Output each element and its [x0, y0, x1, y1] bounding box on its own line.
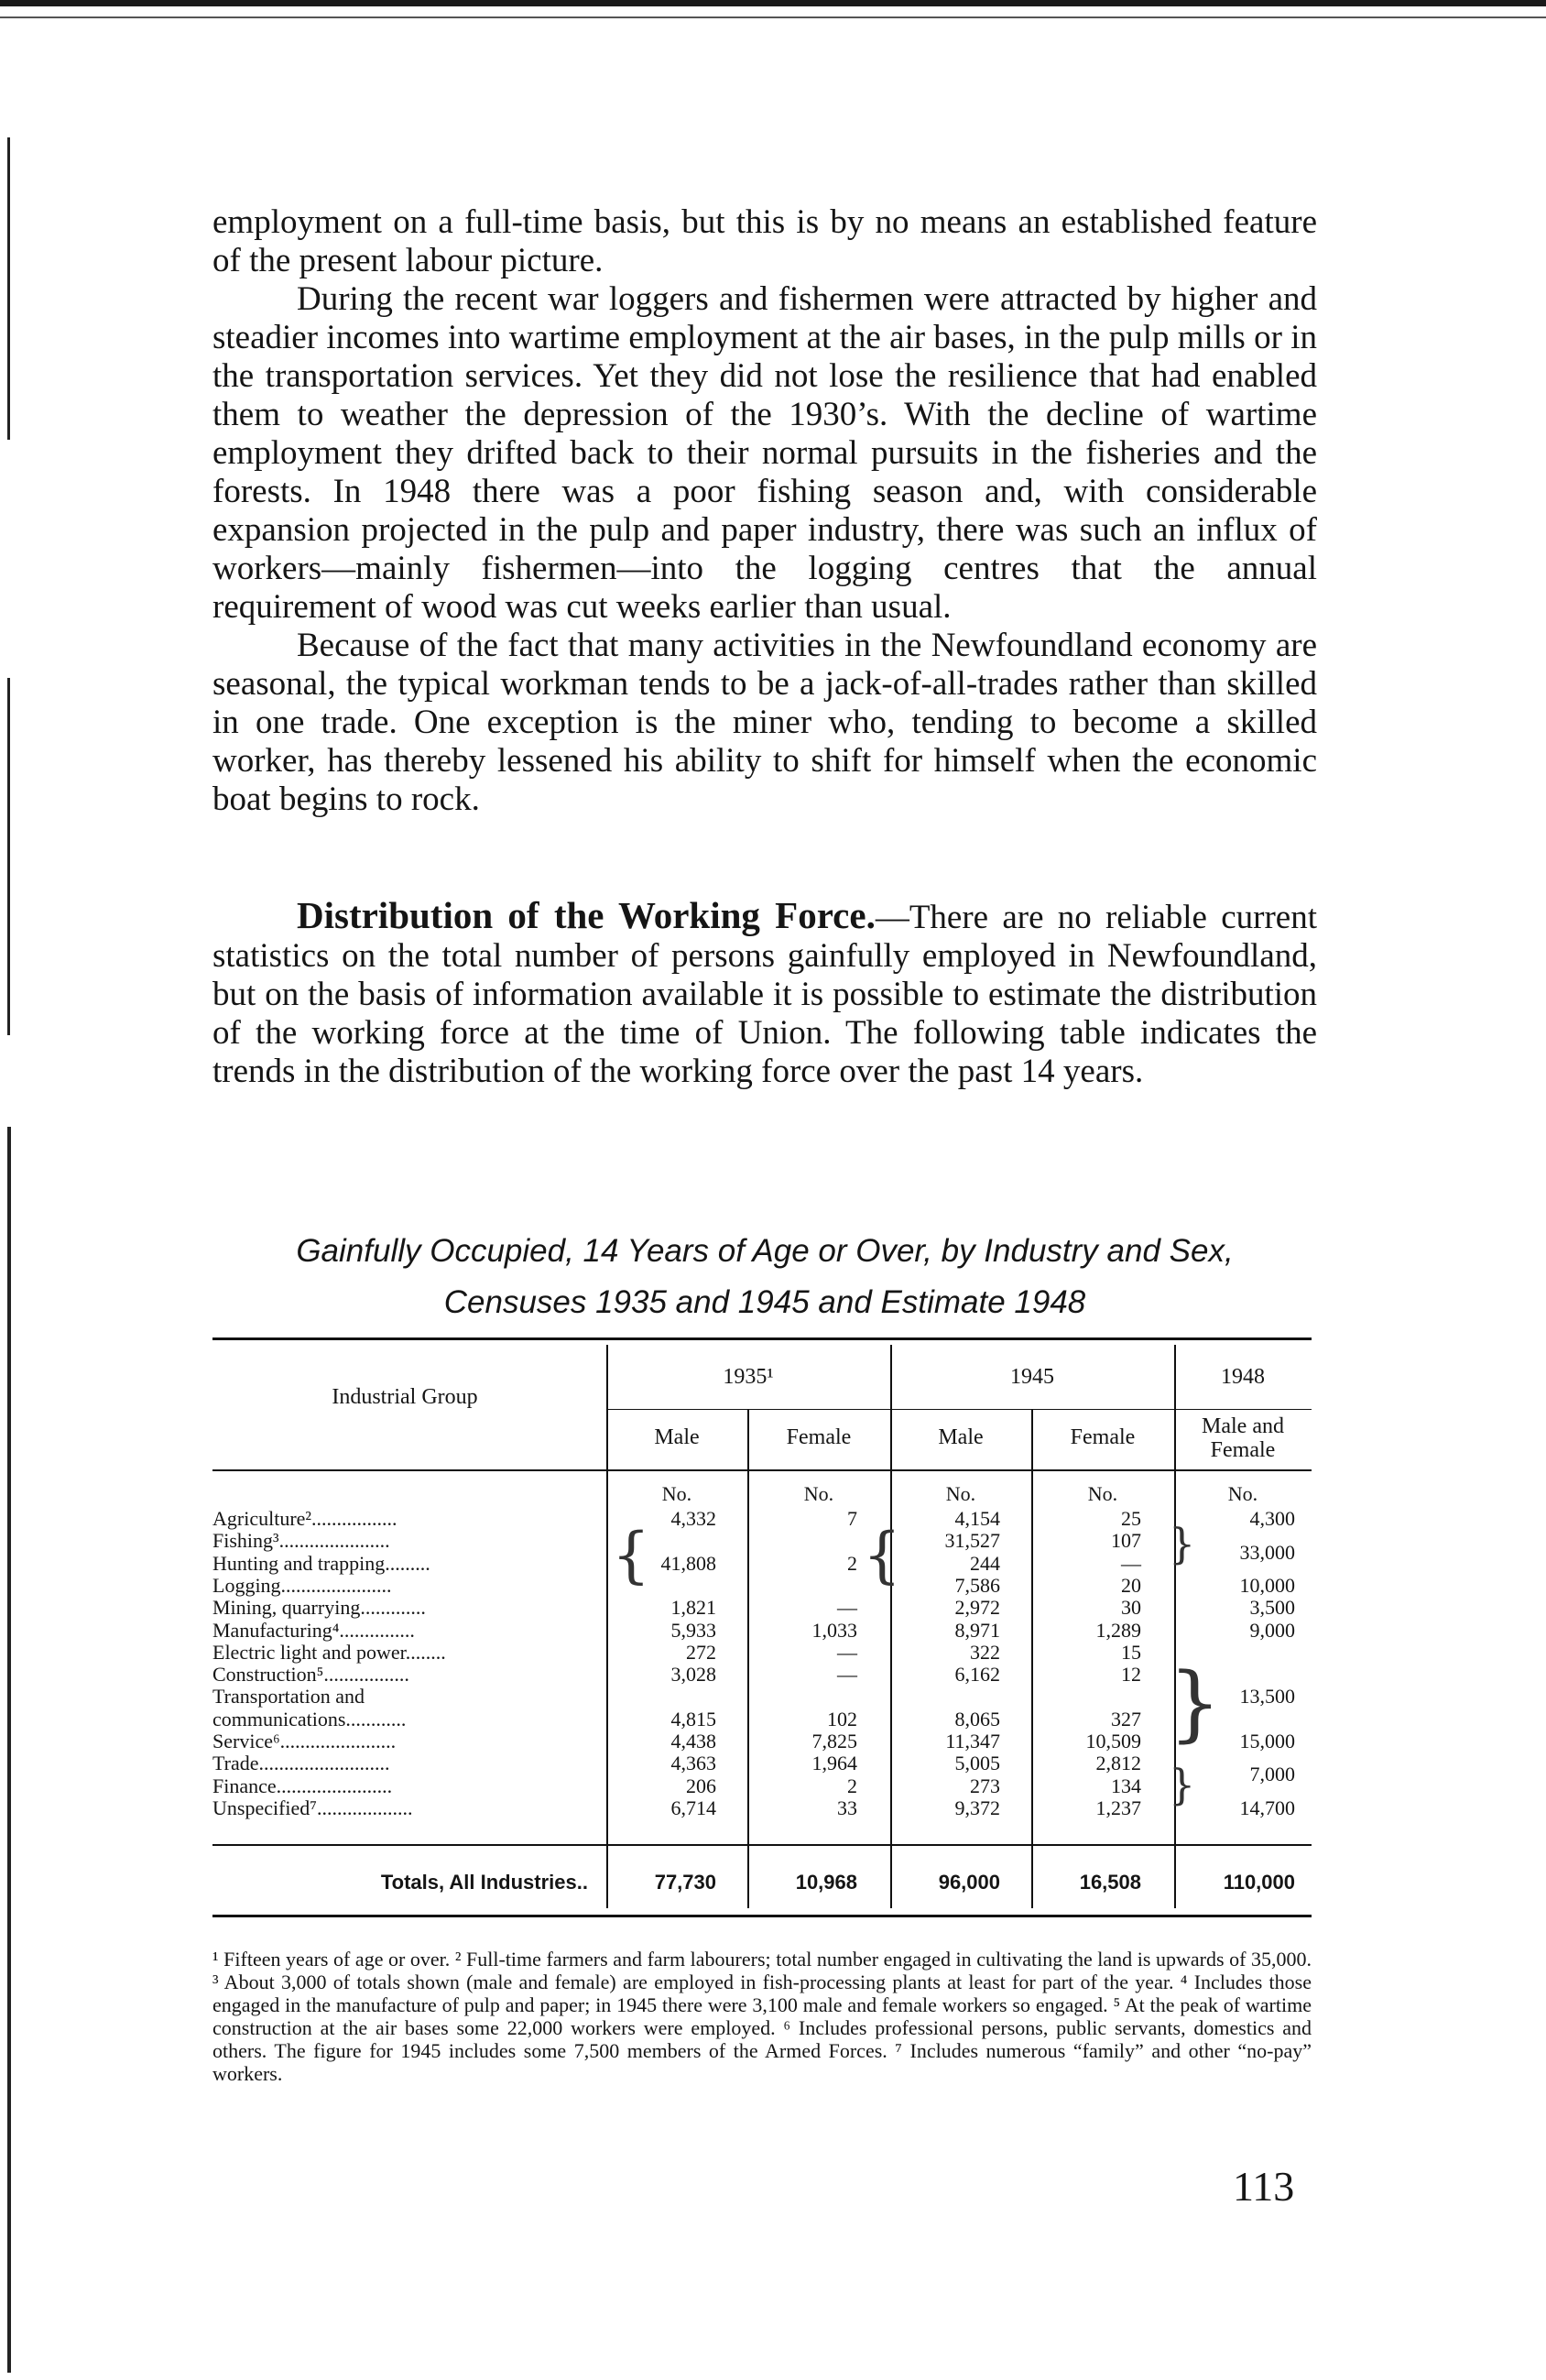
cell-f35: 1,033	[811, 1618, 857, 1642]
cell-m35: 272	[686, 1640, 716, 1664]
row-label: Finance.......................	[212, 1774, 393, 1797]
cell-f35: —	[837, 1663, 857, 1687]
cell-m35: 4,438	[670, 1730, 716, 1752]
row-label: Mining, quarrying.............	[212, 1597, 426, 1620]
cell-f35: 102	[827, 1707, 857, 1730]
margin-scan-mark	[7, 137, 10, 440]
brace-1935-fishing-logging: {	[612, 1520, 650, 1590]
cell-m45: 7,586	[954, 1573, 1000, 1597]
footnotes: ¹ Fifteen years of age or over. ² Full-time farmers and farm labourers; total number engaged in cultivating the land is upwards of 35,000. ³ About 3,000 of totals shown (male and female) are employed in fish-processing plants at least for part of the year. ⁴ Includes those engaged in the manufacture of pulp and paper; in 1945 there were 3,100 male and female workers so engaged. ⁵ At the peak of wartime construction at the air bases some 22,000 workers were employed. ⁶ Includes professional persons, public servants, domestics and others. The figure for 1945 includes some 7,500 members of the Armed Forces. ⁷ Includes numerous “family” and other “no-pay” workers.	[212, 1948, 1312, 2085]
totals-top-rule	[212, 1844, 1312, 1846]
page-number: 113	[1233, 2163, 1295, 2210]
brace-1948-fishing: }	[1169, 1519, 1196, 1568]
cell-f45: 107	[1111, 1529, 1141, 1553]
section-heading: Distribution of the Working Force.	[297, 894, 876, 936]
row-label: communications............	[212, 1708, 407, 1730]
unit-label: No.	[803, 1482, 834, 1505]
cell-m45: 322	[970, 1640, 1000, 1664]
cell-f45: 12	[1121, 1663, 1141, 1687]
unit-label: No.	[661, 1482, 692, 1505]
cell-f35: 2	[847, 1551, 857, 1575]
row-label: Service⁶.......................	[212, 1730, 397, 1752]
cell-t48: 9,000	[1249, 1618, 1295, 1642]
table-title-line-1: Gainfully Occupied, 14 Years of Age or Over, by Industry and Sex,	[296, 1233, 1234, 1269]
cell-f45: —	[1121, 1551, 1141, 1575]
row-label: Manufacturing⁴...............	[212, 1619, 415, 1642]
header-bottom-rule	[212, 1469, 1312, 1471]
cell-f45: 15	[1121, 1640, 1141, 1664]
header-year-1948: 1948	[1221, 1365, 1265, 1389]
cell-f35: —	[837, 1596, 857, 1620]
cell-t48: 14,700	[1239, 1796, 1295, 1819]
margin-scan-mark	[7, 1127, 11, 2373]
cell-t48: 13,500	[1239, 1685, 1295, 1709]
paragraph: During the recent war loggers and fishermen were attracted by higher and steadier incomes into wartime employment at the air bases, in the pulp mills or in the transportation services. Yet they did not lose the resilience that had enabled them to weather the depression of the 1930’s. With the decline of wartime employment they drifted back to their normal pursuits in the fisheries and the forests. In 1948 there was a poor fishing season and, with considerable expansion projected in the pulp and paper industry, there was such an influx of workers—mainly fishermen—into the logging centres that the annual requirement of wood was cut weeks earlier than usual.	[212, 280, 1317, 626]
brace-1948-construction: }	[1169, 1655, 1222, 1752]
cell-f45: 327	[1111, 1707, 1141, 1730]
cell-m45: 273	[970, 1774, 1000, 1797]
cell-m45: 244	[970, 1551, 1000, 1575]
table-top-rule	[212, 1337, 1312, 1340]
row-label: Fishing³......................	[212, 1530, 390, 1553]
total-female-1945: 16,508	[1079, 1871, 1141, 1894]
total-female-1935: 10,968	[795, 1871, 857, 1894]
cell-m35: 1,821	[670, 1596, 716, 1620]
paragraph: Because of the fact that many activities in the Newfoundland economy are seasonal, the typical workman tends to be a jack-of-all-trades rather than skilled in one trade. One exception is the miner who, tending to become a skilled worker, has thereby lessened his ability to shift for himself when the economic boat begins to rock.	[212, 627, 1317, 818]
cell-m45: 31,527	[944, 1529, 1000, 1553]
cell-f45: 1,237	[1095, 1796, 1141, 1819]
cell-t48: 3,500	[1249, 1596, 1295, 1620]
cell-f45: 30	[1121, 1596, 1141, 1620]
paragraph: employment on a full-time basis, but this is by no means an established feature of the present labour picture.	[212, 203, 1317, 279]
header-year-1945: 1945	[1010, 1365, 1054, 1389]
cell-m45: 4,154	[954, 1507, 1000, 1530]
cell-f45: 1,289	[1095, 1618, 1141, 1642]
cell-m45: 9,372	[954, 1796, 1000, 1819]
header-male-1945: Male	[938, 1425, 984, 1449]
cell-m45: 8,065	[954, 1707, 1000, 1730]
cell-m45: 5,005	[954, 1752, 1000, 1775]
header-industrial-group: Industrial Group	[332, 1385, 478, 1409]
total-male-1945: 96,000	[938, 1871, 1000, 1894]
cell-m45: 11,347	[945, 1730, 1000, 1752]
cell-f45: 10,509	[1085, 1730, 1141, 1752]
cell-m45: 2,972	[954, 1596, 1000, 1620]
cell-m45: 8,971	[954, 1618, 1000, 1642]
table-title	[212, 1226, 1317, 1328]
row-label: Transportation and	[212, 1686, 365, 1709]
cell-t48: 33,000	[1239, 1540, 1295, 1564]
cell-f45: 2,812	[1095, 1752, 1141, 1775]
section-text: —There are no reliable current statistics on the total number of persons gainfully employed in Newfoundland, but on the basis of information available it is possible to estimate the distribution of the working force at the time of Union. The following table indicates the trends in the distribution of the working force over the past 14 years.	[212, 899, 1317, 1090]
unit-label: No.	[945, 1482, 976, 1505]
cell-f45: 20	[1121, 1573, 1141, 1597]
cell-f35: —	[837, 1640, 857, 1664]
cell-m35: 6,714	[670, 1796, 716, 1819]
totals-label: Totals, All Industries..	[380, 1872, 588, 1894]
header-year-1935: 1935¹	[723, 1365, 774, 1389]
margin-scan-mark	[7, 678, 10, 1035]
unit-label: No.	[1087, 1482, 1118, 1505]
header-female-1945: Female	[1070, 1425, 1136, 1449]
total-1948: 110,000	[1223, 1871, 1295, 1894]
total-male-1935: 77,730	[654, 1871, 716, 1894]
brace-1935-female: {	[863, 1520, 901, 1590]
cell-m35: 4,815	[670, 1707, 716, 1730]
table-title-line-2: Censuses 1935 and 1945 and Estimate 1948	[443, 1284, 1086, 1320]
cell-m35: 3,028	[670, 1663, 716, 1687]
cell-f35: 7,825	[811, 1730, 857, 1752]
row-label: Unspecified⁷...................	[212, 1796, 413, 1819]
cell-f35: 7	[847, 1507, 857, 1530]
top-border-thin	[0, 16, 1546, 18]
header-female-1935: Female	[786, 1425, 852, 1449]
cell-t48: 4,300	[1249, 1507, 1295, 1530]
row-label: Hunting and trapping.........	[212, 1552, 430, 1575]
cell-t48: 10,000	[1239, 1573, 1295, 1597]
top-border	[0, 0, 1546, 6]
table-bottom-rule	[212, 1915, 1312, 1917]
row-label: Logging......................	[212, 1574, 392, 1597]
cell-m35: 4,363	[670, 1752, 716, 1775]
brace-1948-trade: }	[1169, 1760, 1196, 1809]
header-male-and-female-1948: Male and Female	[1202, 1414, 1284, 1462]
row-label: Agriculture².................	[212, 1508, 397, 1530]
cell-t48: 7,000	[1249, 1763, 1295, 1786]
cell-m35: 4,332	[670, 1507, 716, 1530]
header-male-1935: Male	[654, 1425, 700, 1449]
distribution-section	[212, 896, 1317, 1091]
cell-t48: 15,000	[1239, 1730, 1295, 1752]
cell-m35: 5,933	[670, 1618, 716, 1642]
cell-m45: 6,162	[954, 1663, 1000, 1687]
body-text	[212, 203, 1317, 819]
cell-f45: 134	[1111, 1774, 1141, 1797]
row-label: Trade..........................	[212, 1752, 390, 1775]
row-label: Construction⁵.................	[212, 1664, 409, 1687]
row-label: Electric light and power........	[212, 1641, 446, 1664]
cell-f35: 33	[837, 1796, 857, 1819]
year-sub-rule	[606, 1409, 1312, 1410]
cell-f35: 2	[847, 1774, 857, 1797]
unit-label: No.	[1227, 1482, 1258, 1505]
cell-m35: 206	[686, 1774, 716, 1797]
cell-f35: 1,964	[811, 1752, 857, 1775]
cell-f45: 25	[1121, 1507, 1141, 1530]
cell-m35: 41,808	[660, 1551, 716, 1575]
